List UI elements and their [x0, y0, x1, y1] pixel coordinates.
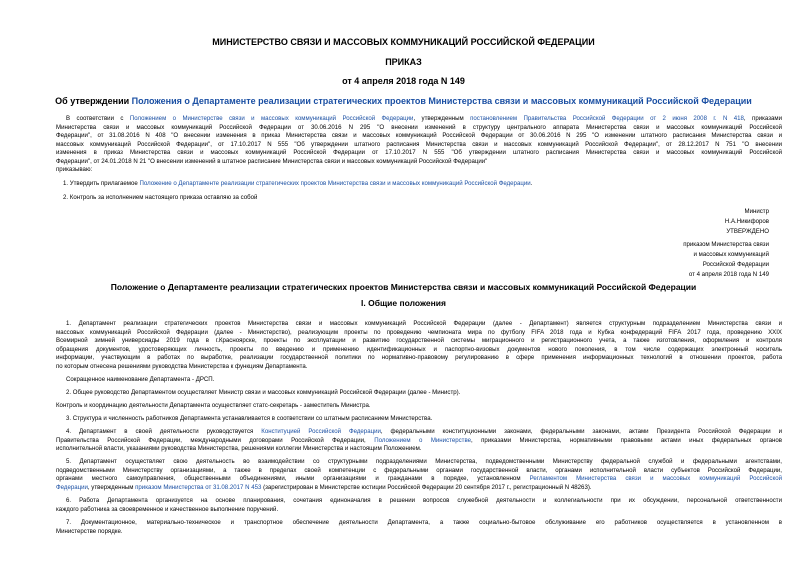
paragraph-5-line-3	[56, 475, 782, 484]
paragraph-5-line-1: 5. Департамент осуществляет свою деятельность во взаимодействии со структурными подразделениями Министерства, подведомственными Министерству федеральной службой и федеральными агентствами,	[66, 458, 782, 465]
paragraph-1-line-4: обращения документов, удостоверяющих личность, проекты по введению и применению идентификационных и паспортно-визовых документов нового поколения, в том числе содержащих электронный носитель	[56, 345, 782, 353]
paragraph-1-line-6: по которым отнесена решениями руководства Министерства к функциям Департамента.	[56, 362, 308, 370]
order-item-text: 1. Утвердить прилагаемое	[63, 180, 140, 187]
preamble-text: , утвержденным	[413, 115, 471, 122]
paragraph-text: органами местного самоуправления, общественными объединениями, иными организациями и гражданами в порядке, установленном	[56, 475, 530, 482]
short-name-line: Сокращенное наименование Департамента - ДРСП.	[66, 376, 215, 383]
order-title	[0, 96, 807, 107]
government-decree-link[interactable]: постановлением Правительства Российской Федерации от 2 июня 2008 г. N 418	[470, 115, 744, 122]
paragraph-6-line-2: каждого работника за своевременное и качественное выполнение поручений.	[56, 505, 279, 513]
preamble-text: , приказами	[743, 115, 783, 122]
paragraph-5-line-2: подведомственными Министерству организациями, а также в пределах своей компетенции с федеральными органами государственной власти, органами исполнительной власти субъектов Российской Федерации,	[56, 466, 782, 474]
ministry-regulation-link[interactable]: Положением о Министерстве	[374, 436, 472, 444]
paragraph-6-line-1: 6. Работа Департамента организуется на основе планирования, сочетания единоначалия в решении вопросов служебной деятельности и коллегиальности при их обсуждении, персональной ответственности	[66, 497, 782, 504]
preamble-line-6: Федерации", от 24.01.2018 N 21 "О внесении изменений в штатное расписание Министерства связи и массовых коммуникаций Российской Федерации"	[56, 157, 488, 165]
preamble-line-2: Министерства связи и массовых коммуникаций Российской Федерации от 30.06.2016 N 295 "О внесении изменений в структуру центрального аппарата Министерства связи и массовых коммуникаций Российской	[56, 123, 782, 131]
paragraph-3: 3. Структура и численность работников Департамента устанавливается в соответствии со штатным расписанием Министерства.	[66, 415, 433, 422]
paragraph-4-line-1	[56, 428, 782, 437]
paragraph-text: Правительства Российской Федерации, международными договорами Российской Федерации,	[56, 436, 375, 444]
ministry-order-link[interactable]: приказом Министерства от 31.08.2017 N 453	[135, 483, 262, 491]
preamble-text: В соответствии с	[66, 115, 130, 122]
approval-line-5: от 4 апреля 2018 года N 149	[688, 271, 769, 278]
paragraph-text: , приказами Министерства, нормативными правовыми актами иных федеральных органов	[471, 436, 782, 444]
preamble-line-7: приказываю:	[56, 166, 93, 173]
chapter-heading: I. Общие положения	[361, 298, 446, 308]
doc-type-heading: ПРИКАЗ	[385, 57, 422, 67]
paragraph-7-line-2: Министерстве порядке.	[56, 527, 123, 535]
paragraph-1-line-5: информации, участвующим в работах по выработке, реализации государственной политики по нормативно-правовому регулированию в сфере применения информационных технологий в отношении проектов, работа	[56, 354, 782, 361]
signature-position: Министр	[744, 208, 769, 215]
paragraph-1-line-1: 1. Департамент реализации стратегических проектов Министерства связи и массовых коммуникаций Российской Федерации (далее - Департамент) является структурным подразделением Министерства связи и	[66, 320, 782, 327]
paragraph-7-line-1: 7. Документационное, материально-техническое и транспортное обеспечение деятельности Департамента, а также социально-бытовое обслуживание его работников осуществляется в установленном в	[66, 519, 782, 526]
paragraph-text: 4. Департамент в своей деятельности руководствуется	[66, 428, 262, 435]
date-number-heading: от 4 апреля 2018 года N 149	[342, 76, 465, 86]
regulation-link[interactable]: Положением о Министерстве связи и массовых коммуникаций Российской Федерации	[129, 115, 414, 122]
order-item-2: 2. Контроль за исполнением настоящего приказа оставляю за собой	[63, 194, 258, 201]
regulation-approved-link[interactable]: Положение о Департаменте реализации стратегических проектов Министерства связи и массовых коммуникаций Российской Федерации	[139, 180, 531, 187]
ministry-heading: МИНИСТЕРСТВО СВЯЗИ И МАССОВЫХ КОММУНИКАЦИЙ РОССИЙСКОЙ ФЕДЕРАЦИИ	[212, 37, 595, 47]
paragraph-4-line-3: исполнительной власти, указаниями руководства Министерства, решениями коллегии Министерства и настоящим Положением.	[56, 445, 422, 452]
signature-name: Н.А.Никифоров	[724, 218, 769, 225]
constitution-link[interactable]: Конституцией Российской Федерации	[261, 428, 381, 435]
approval-stamp: УТВЕРЖДЕНО	[726, 228, 769, 235]
order-title-prefix: Об утверждении	[55, 96, 132, 106]
regulation-title: Положение о Департаменте реализации стратегических проектов Министерства связи и массовых коммуникаций Российской Федерации	[110, 282, 697, 292]
order-title-link[interactable]: Положения о Департаменте реализации стратегических проектов Министерства связи и массовых коммуникаций Российской Федерации	[131, 96, 752, 106]
paragraph-1-line-2: массовых коммуникаций Российской Федерации (далее - Министерство), реализующим проекты по проведению чемпионата мира по футболу FIFA 2018 года и Кубка конфедераций FIFA 2017 года, проведению XXIX	[56, 328, 782, 336]
order-item-text: .	[530, 180, 533, 187]
ministry-rules-link-cont[interactable]: Федерации	[56, 483, 88, 491]
paragraph-5-line-4	[56, 484, 592, 492]
approval-line-3: и массовых коммуникаций	[693, 251, 769, 258]
paragraph-2-control: Контроль и координацию деятельности Департамента осуществляет статс-секретарь - заместитель Министра.	[56, 402, 371, 409]
paragraph-text: (зарегистрирован в Министерстве юстиции Российской Федерации 20 сентября 2017 г., регистрационный N 48263).	[261, 483, 592, 491]
approval-line-2: приказом Министерства связи	[683, 241, 769, 248]
preamble-line-4: массовых коммуникаций Российской Федерации", от 17.10.2017 N 555 "Об утверждении штатного расписания Министерства связи и массовых коммуникаций Российской Федерации", от 28.12.2017 N 751 "О внесении	[56, 140, 782, 148]
paragraph-2: 2. Общее руководство Департаментом осуществляет Министр связи и массовых коммуникаций Российской Федерации (далее - Министр).	[66, 389, 461, 396]
order-item-1	[63, 180, 532, 188]
paragraph-1-line-3: Всемирной зимней универсиады 2019 года в г.Красноярске, проекты по эксплуатации и развитию государственной системы миграционного и регистрационного учета, а также изготовления, оформления и контроля	[56, 337, 782, 344]
preamble-line-5: изменения в приказ Министерства связи и массовых коммуникаций Российской Федерации от 17.10.2017 N 555 "Об утверждении штатного расписания Министерства связи и массовых коммуникаций Российской	[56, 149, 782, 156]
preamble-line-3: Федерации", от 31.08.2016 N 408 "О внесении изменения в приказ Министерства связи и массовых коммуникаций Российской Федерации от 30.06.2016 N 295 "О изменении штатного расписания Министерства связи и	[56, 132, 782, 139]
paragraph-text: , утвержденным	[87, 483, 136, 491]
paragraph-4-line-2	[56, 437, 782, 446]
approval-line-4: Российской Федерации	[702, 261, 769, 268]
paragraph-text: , федеральными конституционными законами, федеральными законами, актами Президента Российской Федерации и	[380, 428, 782, 435]
preamble-line-1	[56, 115, 782, 124]
ministry-rules-link[interactable]: Регламентом Министерства связи и массовых коммуникаций Российской	[529, 475, 782, 482]
